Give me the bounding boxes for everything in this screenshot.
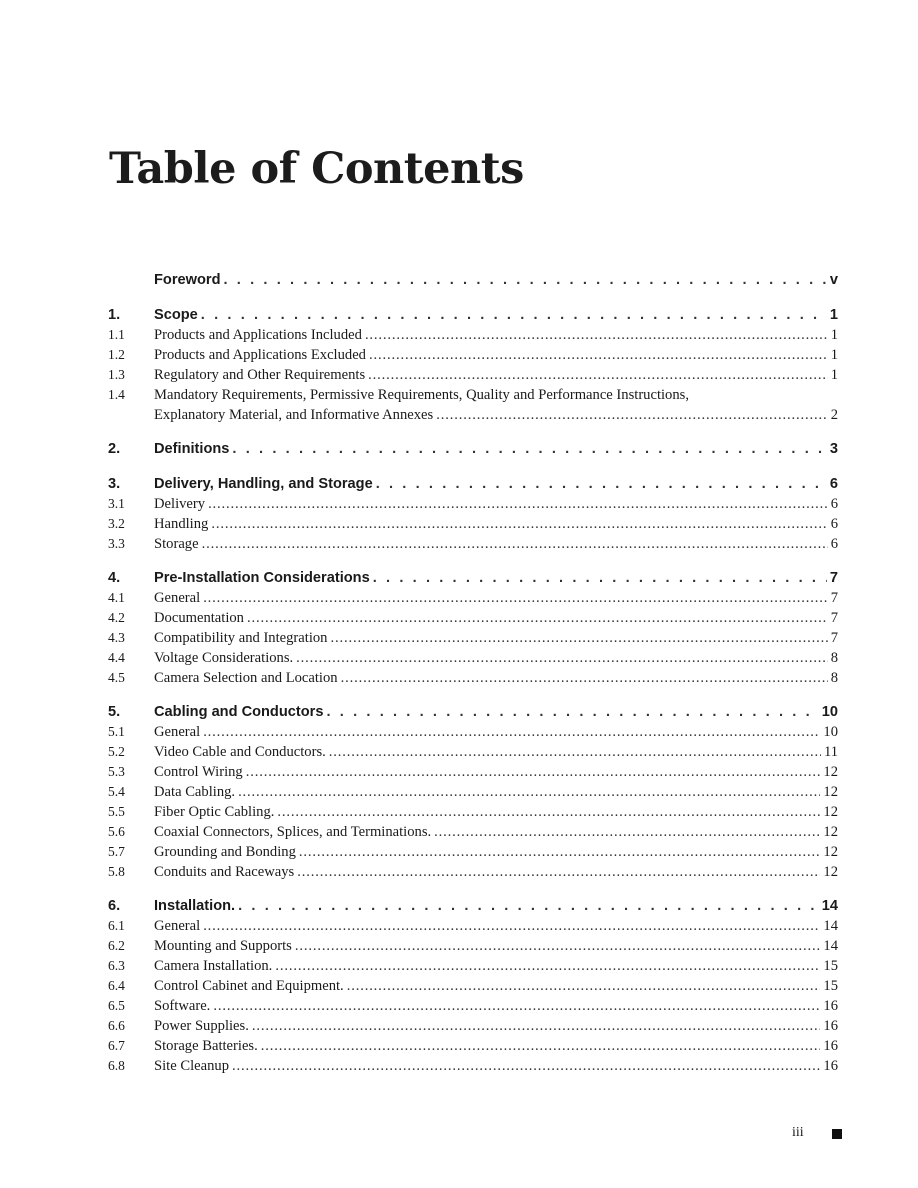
toc-entry-number: 5.1 [108,724,125,739]
toc-entry-title: Video Cable and Conductors. [154,744,326,760]
toc-entry-title: Conduits and Raceways [154,864,295,880]
toc-entry-title: Control Wiring [154,764,243,780]
dot-leader [330,628,827,648]
toc-subsection-entry[interactable] [108,534,838,554]
dot-leader [368,365,828,385]
toc-entry-number: 1.2 [108,347,125,362]
toc-entry-page: 10 [821,704,838,720]
toc-entry-title: Scope [154,307,198,323]
dot-leader [247,608,828,628]
toc-entry-number: 5. [108,704,121,720]
dot-leader [376,474,827,494]
toc-entry-title: General [154,918,201,934]
toc-entry-page: 6 [830,516,838,532]
dot-leader [238,782,820,802]
dot-leader [261,1036,821,1056]
toc-entry-title: Camera Installation. [154,958,273,974]
page-title: Table of Contents [109,144,524,194]
toc-subsection-entry[interactable] [108,802,838,822]
toc-section-entry[interactable] [108,702,838,722]
toc-subsection-entry[interactable] [108,385,838,405]
toc-subsection-entry[interactable] [108,742,838,762]
toc-subsection-entry[interactable] [108,956,838,976]
dot-leader [436,405,827,425]
toc-section-entry[interactable] [108,474,838,494]
toc-entry-number: 3.3 [108,536,125,551]
toc-entry-title: Storage Batteries. [154,1038,258,1054]
dot-leader [295,936,821,956]
dot-leader [326,702,818,722]
dot-leader [201,305,827,325]
toc-subsection-entry[interactable] [108,608,838,628]
toc-entry-title: Compatibility and Integration [154,630,328,646]
dot-leader [365,325,828,345]
toc-subsection-entry[interactable] [108,1056,838,1076]
toc-entry-number: 4.1 [108,590,125,605]
toc-subsection-entry[interactable] [108,842,838,862]
dot-leader [208,494,828,514]
toc-entry-page: 8 [830,670,838,686]
footer-square-icon [832,1129,842,1139]
dot-leader [203,916,820,936]
toc-entry-title: Site Cleanup [154,1058,229,1074]
toc-entry-title: Coaxial Connectors, Splices, and Terminations. [154,824,432,840]
toc-entry-title: Pre-Installation Considerations [154,570,370,586]
toc-subsection-entry[interactable] [108,494,838,514]
dot-leader [213,996,820,1016]
toc-entry-title: Installation. [154,898,236,914]
toc-entry-number: 1.3 [108,367,125,382]
toc-entry-page: 6 [830,496,838,512]
toc-entry-number: 1. [108,307,121,323]
toc-subsection-entry[interactable] [108,976,838,996]
toc-entry-title: Cabling and Conductors [154,704,324,720]
toc-entry-page: 12 [823,784,838,800]
toc-entry-title: Documentation [154,610,244,626]
toc-subsection-entry[interactable] [108,822,838,842]
toc-subsection-entry[interactable] [108,916,838,936]
dot-leader [211,514,827,534]
toc-entry-page: 1 [830,367,838,383]
toc-entry-title: Regulatory and Other Requirements [154,367,366,383]
toc-entry-title: Products and Applications Included [154,327,362,343]
toc-subsection-entry[interactable] [108,762,838,782]
toc-subsection-entry[interactable] [108,628,838,648]
toc-entry-number: 6.2 [108,938,125,953]
toc-entry-page: 10 [823,724,838,740]
toc-entry-page: 16 [823,998,838,1014]
toc-entry-number: 5.6 [108,824,125,839]
toc-entry-number: 6.8 [108,1058,125,1073]
dot-leader [277,802,820,822]
toc-entry-number: 6.5 [108,998,125,1013]
toc-entry-page: 3 [829,441,838,457]
dot-leader [203,722,820,742]
toc-entry-page: 11 [823,744,838,760]
toc-entry-page: 12 [823,844,838,860]
toc-entry-number: 6.1 [108,918,125,933]
toc-entry-title: Delivery, Handling, and Storage [154,476,373,492]
toc-entry-title: Grounding and Bonding [154,844,296,860]
toc-entry-number: 1.4 [108,387,125,402]
toc-entry-page: 6 [829,476,838,492]
toc-subsection-entry[interactable] [108,365,838,385]
toc-entry-number: 4. [108,570,121,586]
toc-entry-title: Power Supplies. [154,1018,249,1034]
toc-entry-number: 5.2 [108,744,125,759]
toc-entry-number: 4.4 [108,650,125,665]
toc-entry-page: 16 [823,1018,838,1034]
toc-subsection-entry[interactable] [108,936,838,956]
toc-entry-number: 5.3 [108,764,125,779]
toc-entry-title: Products and Applications Excluded [154,347,366,363]
toc-subsection-entry[interactable] [108,722,838,742]
toc-entry-page: 6 [830,536,838,552]
toc-entry-title: Mandatory Requirements, Permissive Requirements, Quality and Performance Instructions, [154,387,689,403]
toc-section-entry[interactable] [108,270,838,290]
toc-subsection-entry[interactable] [108,1016,838,1036]
dot-leader [238,896,819,916]
toc-entry-title: Fiber Optic Cabling. [154,804,275,820]
toc-section-entry[interactable] [108,568,838,588]
toc-subsection-entry[interactable] [108,996,838,1016]
toc-entry-title: General [154,590,201,606]
toc-subsection-entry[interactable] [108,588,838,608]
toc-entry-number: 1.1 [108,327,125,342]
dot-leader [202,534,828,554]
dot-leader [223,270,826,290]
toc-entry-number: 4.5 [108,670,125,685]
toc-entry-number: 6.4 [108,978,125,993]
toc-entry-page: 1 [830,347,838,363]
dot-leader [232,1056,820,1076]
toc-subsection-entry[interactable] [108,862,838,882]
toc-entry-page: 7 [829,570,838,586]
dot-leader [246,762,821,782]
toc-entry-page: 7 [830,590,838,606]
dot-leader [275,956,820,976]
toc-entry-number: 5.4 [108,784,125,799]
toc-entry-page: 2 [830,407,838,423]
toc-entry-number: 5.5 [108,804,125,819]
toc-subsection-entry[interactable] [108,514,838,534]
toc-entry-page: 14 [821,898,838,914]
toc-entry-title: Definitions [154,441,230,457]
dot-leader [299,842,821,862]
toc-entry-page: 14 [823,918,838,934]
toc-entry-number: 3.2 [108,516,125,531]
dot-leader [203,588,828,608]
toc-entry-title: Mounting and Supports [154,938,292,954]
toc-entry-title: Delivery [154,496,206,512]
toc-entry-page: 7 [830,630,838,646]
toc-entry-number: 6.7 [108,1038,125,1053]
toc-subsection-entry[interactable] [108,345,838,365]
toc-entry-page: 7 [830,610,838,626]
toc-entry-number: 4.2 [108,610,125,625]
toc-entry-page: 16 [823,1038,838,1054]
toc-entry-page: 12 [823,804,838,820]
toc-entry-title: Voltage Considerations. [154,650,294,666]
footer-page-number: iii [792,1125,804,1140]
toc-entry-page: 12 [823,864,838,880]
toc-entry-page: 12 [823,764,838,780]
toc-entry-page: 1 [829,307,838,323]
toc-subsection-entry[interactable] [108,668,838,688]
toc-section-entry[interactable] [108,896,838,916]
toc-entry-page: v [829,272,838,288]
dot-leader [297,862,820,882]
toc-subsection-entry[interactable] [108,648,838,668]
toc-entry-page: 14 [823,938,838,954]
toc-entry-number: 3.1 [108,496,125,511]
dot-leader [347,976,821,996]
toc-subsection-entry[interactable] [108,325,838,345]
toc-entry-page: 8 [830,650,838,666]
toc-entry-number: 6. [108,898,121,914]
toc-section-entry[interactable] [108,305,838,325]
toc-subsection-entry[interactable] [108,782,838,802]
dot-leader [232,439,826,459]
toc-section-entry[interactable] [108,439,838,459]
toc-entry-page: 15 [823,978,838,994]
dot-leader [434,822,820,842]
dot-leader [369,345,828,365]
toc-entry-title: Data Cabling. [154,784,236,800]
dot-leader [296,648,828,668]
toc-entry-page: 16 [823,1058,838,1074]
dot-leader [329,742,821,762]
toc-entry-page: 15 [823,958,838,974]
toc-entry-title: Camera Selection and Location [154,670,338,686]
toc-entry-number: 3. [108,476,121,492]
toc-entry-title: Foreword [154,272,221,288]
dot-leader [373,568,827,588]
dot-leader [341,668,828,688]
toc-entry-number: 5.8 [108,864,125,879]
toc-entry-number: 2. [108,441,121,457]
toc-entry-number: 5.7 [108,844,125,859]
toc-entry-title: General [154,724,201,740]
toc-entry-number: 4.3 [108,630,125,645]
toc-entry-title: Handling [154,516,209,532]
toc-subsection-entry[interactable] [108,405,838,425]
toc-subsection-entry[interactable] [108,1036,838,1056]
toc-entry-title: Storage [154,536,199,552]
toc-entry-number: 6.6 [108,1018,125,1033]
toc-entry-title: Explanatory Material, and Informative Annexes [154,407,434,423]
toc-entry-title: Software. [154,998,211,1014]
toc-entry-number: 6.3 [108,958,125,973]
toc-entry-page: 12 [823,824,838,840]
toc-entry-title: Control Cabinet and Equipment. [154,978,344,994]
toc-entry-page: 1 [830,327,838,343]
dot-leader [252,1016,821,1036]
